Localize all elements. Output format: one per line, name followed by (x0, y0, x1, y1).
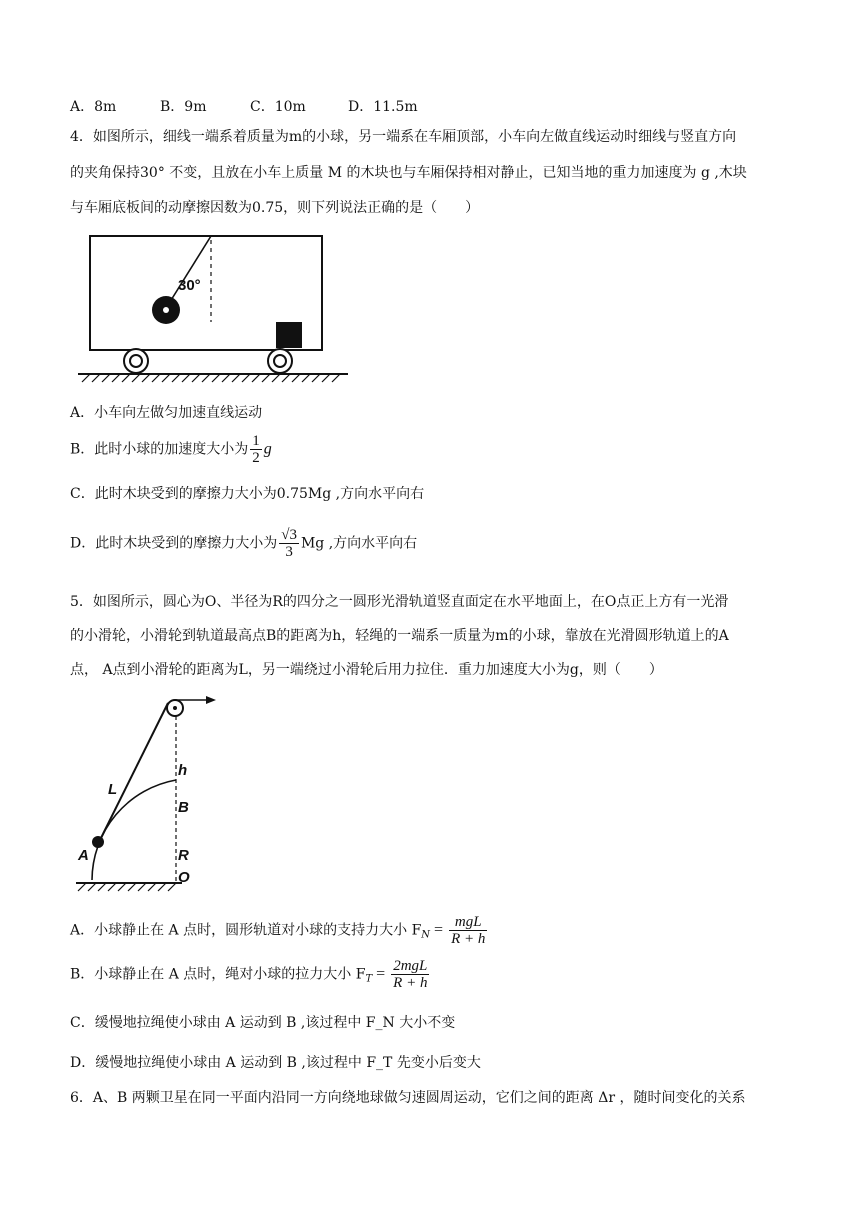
pull-arrow-head (206, 696, 216, 704)
fraction-2mgl-over-r-plus-h (391, 958, 429, 991)
fraction-numerator: 1 (252, 433, 260, 449)
q6-stem-line1: 6．A、B 两颗卫星在同一平面内沿同一方向绕地球做匀速圆周运动，它们之间的距离 Δr ，随时间变化的关系 (70, 1090, 746, 1106)
q4-stem-line3: 与车厢底板间的动摩擦因数为0.75，则下列说法正确的是（ ） (70, 200, 480, 216)
q5-option-b: B．小球静止在 A 点时，绳对小球的拉力大小 $F_T$ = $\frac{\text{2mgL}}{R + h}$ (70, 958, 428, 991)
q5-stem-line1: 5．如图所示，圆心为O、半径为R的四分之一圆形光滑轨道竖直面定在水平地面上，在O点正上方有一光滑 (70, 594, 729, 610)
q5-option-a: A．小球静止在 A 点时，圆形轨道对小球的支持力大小 $F_N$ = $\frac{\text{mgL}}{R + h}$ (70, 914, 486, 947)
q5-option-d: D．缓慢地拉绳使小球由 A 运动到 B ,该过程中 F_T 先变小后变大 (70, 1055, 481, 1071)
label-b: B (178, 799, 189, 816)
q4-cart-figure (70, 230, 355, 390)
q5-stem-line2: 的小滑轮，小滑轮到轨道最高点B的距离为h，轻绳的一端系一质量为m的小球，靠放在光滑圆形轨道上的A (70, 628, 729, 644)
ball (92, 836, 104, 848)
wheel-right (268, 349, 292, 373)
q4-option-b-text: B．此时小球的加速度大小为 (70, 441, 249, 458)
fraction-numerator: √3 (281, 527, 297, 543)
subscript-n: N (421, 929, 431, 941)
q4-stem-line1: 4．如图所示，细线一端系着质量为m的小球，另一端系在车厢顶部，小车向左做直线运动时细线与竖直方向 (70, 129, 737, 145)
label-h: h (178, 762, 188, 779)
q4-stem-line2: 的夹角保持30° 不变，且放在小车上质量 M 的木块也与车厢保持相对静止，已知当地的重力加速度为 g ,木块 (70, 165, 747, 181)
subscript-t: T (365, 973, 373, 985)
q3-option-d: D．11.5m (348, 99, 418, 115)
q5-option-a-text: A．小球静止在 A 点时，圆形轨道对小球的支持力大小 F (70, 922, 422, 939)
q3-option-c: C．10m (250, 99, 306, 115)
q5-pulley-figure (70, 690, 230, 900)
q4-option-b-g: g (263, 440, 272, 458)
q4-option-c: C．此时木块受到的摩擦力大小为0.75Mg ,方向水平向右 (70, 486, 425, 502)
fraction-numerator: 2mgL (391, 958, 429, 975)
fraction-denominator: 2 (252, 450, 260, 466)
fraction-one-half (250, 433, 262, 466)
label-o: O (178, 869, 190, 886)
fraction-numerator: mgL (449, 914, 487, 931)
fraction-mgl-over-r-plus-h (449, 914, 487, 947)
q3-option-b: B．9m (160, 99, 207, 115)
q5-stem-line3: 点， A点到小滑轮的距离为L，另一端绕过小滑轮后用力拉住．重力加速度大小为g，则（ ） (70, 662, 663, 678)
rope-line (99, 703, 168, 842)
q4-option-d-text: D．此时木块受到的摩擦力大小为 (70, 535, 278, 552)
string-line (168, 236, 211, 305)
fraction-denominator: R + h (393, 975, 428, 991)
q4-option-a: A．小车向左做匀加速直线运动 (70, 405, 263, 421)
label-l: L (108, 781, 118, 798)
q4-option-d-post: Mg ,方向水平向右 (300, 535, 418, 552)
angle-label: 30° (178, 277, 201, 294)
fraction-denominator: 3 (285, 544, 293, 560)
wheel-left (124, 349, 148, 373)
q3-option-a: A．8m (70, 99, 117, 115)
q3-options (70, 97, 418, 117)
q4-option-b (70, 433, 272, 466)
q5-option-b-text: B．小球静止在 A 点时，绳对小球的拉力大小 F (70, 966, 366, 983)
quarter-circle-track (92, 780, 176, 880)
q4-option-d (70, 527, 417, 560)
q5-option-c: C．缓慢地拉绳使小球由 A 运动到 B ,该过程中 F_N 大小不变 (70, 1015, 456, 1031)
fraction-root3-over-3 (279, 527, 299, 560)
wooden-block (276, 322, 302, 348)
label-a: A (78, 847, 89, 864)
fraction-denominator: R + h (451, 931, 486, 947)
label-r: R (178, 847, 189, 864)
